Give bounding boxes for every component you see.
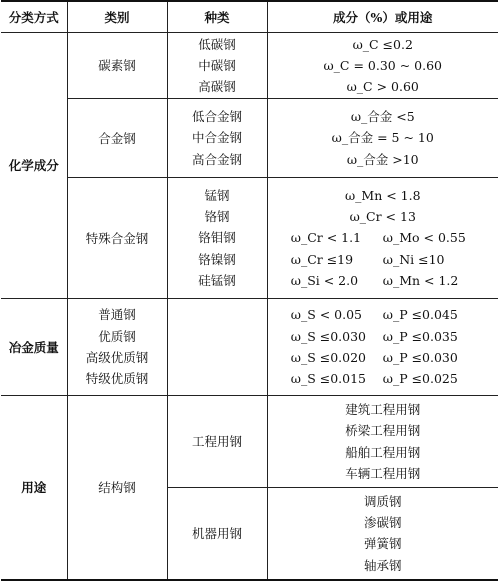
composition-pair [291, 249, 475, 270]
usage-item: 建筑工程用钢 [345, 401, 421, 417]
usage-item: 桥梁工程用钢 [345, 423, 421, 439]
composition-value: ω_Ni ≤10 [382, 251, 445, 267]
kind-item: 中合金钢 [191, 130, 242, 146]
composition-value: ω_P ≤0.035 [382, 328, 458, 344]
header-method: 分类方式 [1, 1, 67, 33]
composition-value: ω_Mn < 1.2 [382, 272, 459, 288]
method-metallurgical-quality: 冶金质量 [1, 299, 67, 396]
kinds-quality-empty [167, 299, 267, 396]
composition-pair [291, 347, 475, 368]
quality-category: 高级优质钢 [85, 350, 149, 365]
composition-value: ω_C ≤0.2 [352, 36, 413, 52]
category-structural-steel: 结构钢 [67, 396, 167, 580]
header-kind: 种类 [167, 1, 267, 33]
quality-category: 特级优质钢 [85, 371, 149, 387]
composition-value: ω_P ≤0.030 [382, 350, 458, 365]
composition-value: ω_S < 0.05 [290, 307, 363, 323]
composition-pair [291, 326, 475, 347]
composition-pair [291, 227, 475, 248]
row-alloy-steel [1, 99, 498, 178]
composition-value: ω_Cr ≤19 [290, 251, 354, 267]
usage-item: 船舶工程用钢 [345, 444, 421, 460]
kind-item: 低碳钢 [198, 36, 236, 52]
usage-item: 渗碳钢 [363, 514, 402, 530]
method-usage: 用途 [1, 396, 67, 580]
category-special-alloy-steel: 特殊合金钢 [67, 178, 167, 299]
uses-machine-steel [267, 488, 498, 580]
row-metallurgical-quality [1, 299, 498, 396]
category-carbon-steel: 碳素钢 [67, 33, 167, 99]
kinds-special-alloy-steel [167, 178, 267, 299]
values-quality [267, 299, 498, 396]
composition-pair [291, 270, 475, 291]
composition-value: ω_Cr < 13 [349, 209, 416, 225]
values-carbon-steel [267, 33, 498, 99]
composition-value: ω_C = 0.30 ~ 0.60 [323, 57, 442, 73]
kinds-alloy-steel [167, 99, 267, 178]
kind-item: 铬钼钢 [198, 230, 236, 246]
composition-pair [291, 304, 475, 325]
composition-pair [291, 368, 475, 389]
composition-value: ω_合金 <5 [350, 109, 415, 125]
usage-item: 车辆工程用钢 [345, 465, 421, 481]
row-engineering-steel [1, 396, 498, 488]
header-composition: 成分（%）或用途 [267, 1, 498, 33]
values-special-alloy-steel [267, 178, 498, 299]
composition-value: ω_P ≤0.025 [382, 371, 458, 387]
method-chemical: 化学成分 [1, 33, 67, 299]
composition-value: ω_S ≤0.030 [290, 328, 366, 344]
usage-item: 弹簧钢 [363, 536, 402, 552]
usage-item: 轴承钢 [363, 557, 402, 573]
kind-item: 高合金钢 [191, 151, 242, 167]
kind-engineering-steel: 工程用钢 [167, 396, 267, 488]
composition-value: ω_Si < 2.0 [290, 272, 359, 288]
composition-value: ω_Mo < 0.55 [382, 230, 466, 246]
kind-item: 中碳钢 [198, 57, 236, 73]
composition-value: ω_C > 0.60 [346, 79, 419, 95]
kind-item: 铬钢 [204, 209, 230, 225]
kind-machine-steel: 机器用钢 [167, 488, 267, 580]
categories-quality [67, 299, 167, 396]
composition-value: ω_合金 = 5 ~ 10 [331, 130, 434, 146]
row-special-alloy-steel [1, 178, 498, 299]
uses-engineering-steel [267, 396, 498, 488]
kind-item: 高碳钢 [198, 79, 236, 95]
kind-item: 铬镍钢 [198, 251, 236, 267]
kind-item: 低合金钢 [191, 109, 242, 125]
row-carbon-steel [1, 33, 498, 99]
steel-classification-table [1, 0, 498, 581]
composition-value: ω_S ≤0.015 [290, 371, 366, 387]
kind-item: 锰钢 [204, 187, 230, 203]
usage-item: 调质钢 [363, 493, 402, 509]
kinds-carbon-steel [167, 33, 267, 99]
composition-value: ω_S ≤0.020 [290, 350, 366, 365]
quality-category: 普通钢 [98, 307, 136, 323]
header-category: 类别 [67, 1, 167, 33]
header-row [1, 1, 498, 33]
quality-category: 优质钢 [98, 328, 136, 344]
composition-value: ω_P ≤0.045 [382, 307, 458, 323]
category-alloy-steel: 合金钢 [67, 99, 167, 178]
composition-value: ω_合金 >10 [346, 151, 419, 167]
kind-item: 硅锰钢 [198, 272, 236, 288]
composition-value: ω_Mn < 1.8 [344, 187, 421, 203]
composition-value: ω_Cr < 1.1 [290, 230, 362, 246]
values-alloy-steel [267, 99, 498, 178]
